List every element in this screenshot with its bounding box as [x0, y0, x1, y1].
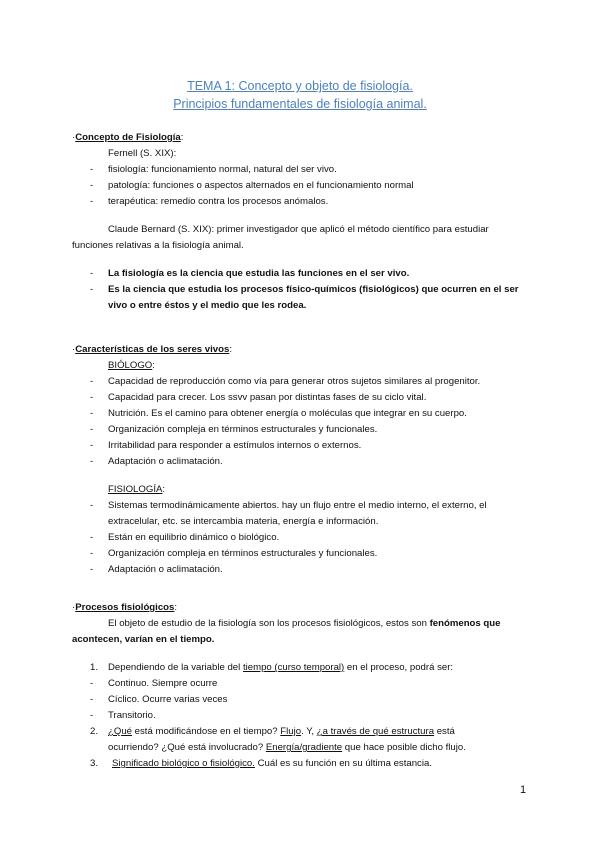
subheading-biologo: BIÓLOGO:	[108, 360, 155, 371]
fernell-line: Fernell (S. XIX):	[108, 148, 177, 159]
procesos-intro-line-1: El objeto de estudio de la fisiología son los procesos fisiológicos, estos son fenómenos que	[108, 618, 501, 629]
list-item: Capacidad para crecer. Los ssvv pasan por distintas fases de su ciclo vital.	[108, 392, 427, 403]
list-item: Están en equilibrio dinámico o biológico.	[108, 532, 280, 543]
list-item: Capacidad de reproducción como vía para generar otros sujetos similares al progenitor.	[108, 376, 481, 387]
bernard-line-2: funciones relativas a la fisiología animal.	[72, 240, 244, 251]
numbered-item-2: ¿Qué está modificándose en el tiempo? Flujo. Y, ¿a través de qué estructura está	[108, 726, 455, 737]
numbered-item-1: Dependiendo de la variable del tiempo (curso temporal) en el proceso, podrá ser:	[108, 662, 454, 673]
list-item: Cíclico. Ocurre varias veces	[108, 694, 228, 705]
list-item: Sistemas termodinámicamente abiertos. hay un flujo entre el medio interno, el externo, el	[108, 500, 487, 511]
list-item-continuation: extracelular, etc. se intercambia materia, energía e información.	[108, 516, 379, 527]
numbered-item-3: Significado biológico o fisiológico. Cuál es su función en su última estancia.	[112, 758, 432, 769]
list-item: Adaptación o aclimatación.	[108, 564, 223, 575]
list-item: Continuo. Siempre ocurre	[108, 678, 218, 689]
list-item: Organización compleja en términos estructurales y funcionales.	[108, 548, 378, 559]
document-title-line-2: Principios fundamentales de fisiología animal.	[173, 97, 427, 111]
numbered-item-2-continuation: ocurriendo? ¿Qué está involucrado? Energía/gradiente que hace posible dicho flujo.	[108, 742, 466, 753]
list-item: Organización compleja en términos estructurales y funcionales.	[108, 424, 378, 435]
page-number: 1	[520, 784, 527, 796]
list-item: terapéutica: remedio contra los procesos anómalos.	[108, 196, 329, 207]
definition-2-line-2: vivo o entre éstos y el medio que les rodea.	[108, 300, 307, 311]
document-page: TEMA 1: Concepto y objeto de fisiología. Principios fundamentales de fisiología animal. ·Concepto de Fisiología: Fernell (S. XIX): - fisiología: funcionamiento normal, natural del ser vivo. - patología: funciones o aspectos alternados en el funcionamiento normal - terapéutica: remedio contra los procesos anómalos. Claude Bernard (S. XIX): primer investigador que aplicó el método científico para estudiar funciones relativas a la fisiología animal. - La fisiología es la ciencia que estudia las funciones en el ser vivo. - Es la ciencia que estudia los procesos físico-químicos (fisiológicos) que ocurren en el ser vivo o entre éstos y el medio que les rodea. ·Características de los seres vivos: BIÓLOGO: - Capacidad de reproducción como vía para generar otros sujetos similares al progenitor. - Capacidad para crecer. Los ssvv pasan por distintas fases de su ciclo vital. - Nutrición. Es el camino para obtener energía o moléculas que integrar en su cuerpo. - Organización compleja en términos estructurales y funcionales. - Irritabilidad para responder a estímulos internos o externos. - Adaptación o aclimatación. FISIOLOGÍA: - Sistemas termodinámicamente abiertos. hay un flujo entre el medio interno, el externo, el extracelular, etc. se intercambia materia, energía e información. - Están en equilibrio dinámico o biológico. - Organización compleja en términos estructurales y funcionales. - Adaptación o aclimatación. ·Procesos fisiológicos: El objeto de estudio de la fisiología son los procesos fisiológicos, estos son fenómenos que acontecen, varían en el tiempo. 1. Dependiendo de la variable del tiempo (curso temporal) en el proceso, podrá ser: - Continuo. Siempre ocurre - Cíclico. Ocurre varias veces - Transitorio. 2. ¿Qué está modificándose en el tiempo? Flujo. Y, ¿a través de qué estructura está ocurriendo? ¿Qué está involucrado? Energía/gradiente que hace posible dicho flujo. 3. Significado biológico o fisiológico. Cuál es su función en su última estancia. 1	[0, 0, 600, 848]
section-heading-procesos: ·Procesos fisiológicos:	[72, 602, 178, 613]
procesos-intro-line-2: acontecen, varían en el tiempo.	[72, 634, 215, 645]
list-item: Adaptación o aclimatación.	[108, 456, 223, 467]
bernard-line-1: Claude Bernard (S. XIX): primer investigador que aplicó el método científico para estudiar	[108, 224, 489, 235]
definition-1: La fisiología es la ciencia que estudia las funciones en el ser vivo.	[108, 268, 410, 279]
list-item: patología: funciones o aspectos alternados en el funcionamiento normal	[108, 180, 414, 191]
list-item: Nutrición. Es el camino para obtener energía o moléculas que integrar en su cuerpo.	[108, 408, 467, 419]
section-heading-caracteristicas: ·Características de los seres vivos:	[72, 344, 233, 355]
document-title-line-1: TEMA 1: Concepto y objeto de fisiología.	[187, 79, 413, 93]
list-item: Irritabilidad para responder a estímulos internos o externos.	[108, 440, 362, 451]
definition-2-line-1: Es la ciencia que estudia los procesos físico-químicos (fisiológicos) que ocurren en el ser	[108, 284, 519, 295]
list-item: Transitorio.	[108, 710, 156, 721]
section-heading-concepto: ·Concepto de Fisiología:	[72, 132, 184, 143]
subheading-fisiologia: FISIOLOGÍA:	[108, 484, 166, 495]
list-item: fisiología: funcionamiento normal, natural del ser vivo.	[108, 164, 337, 175]
